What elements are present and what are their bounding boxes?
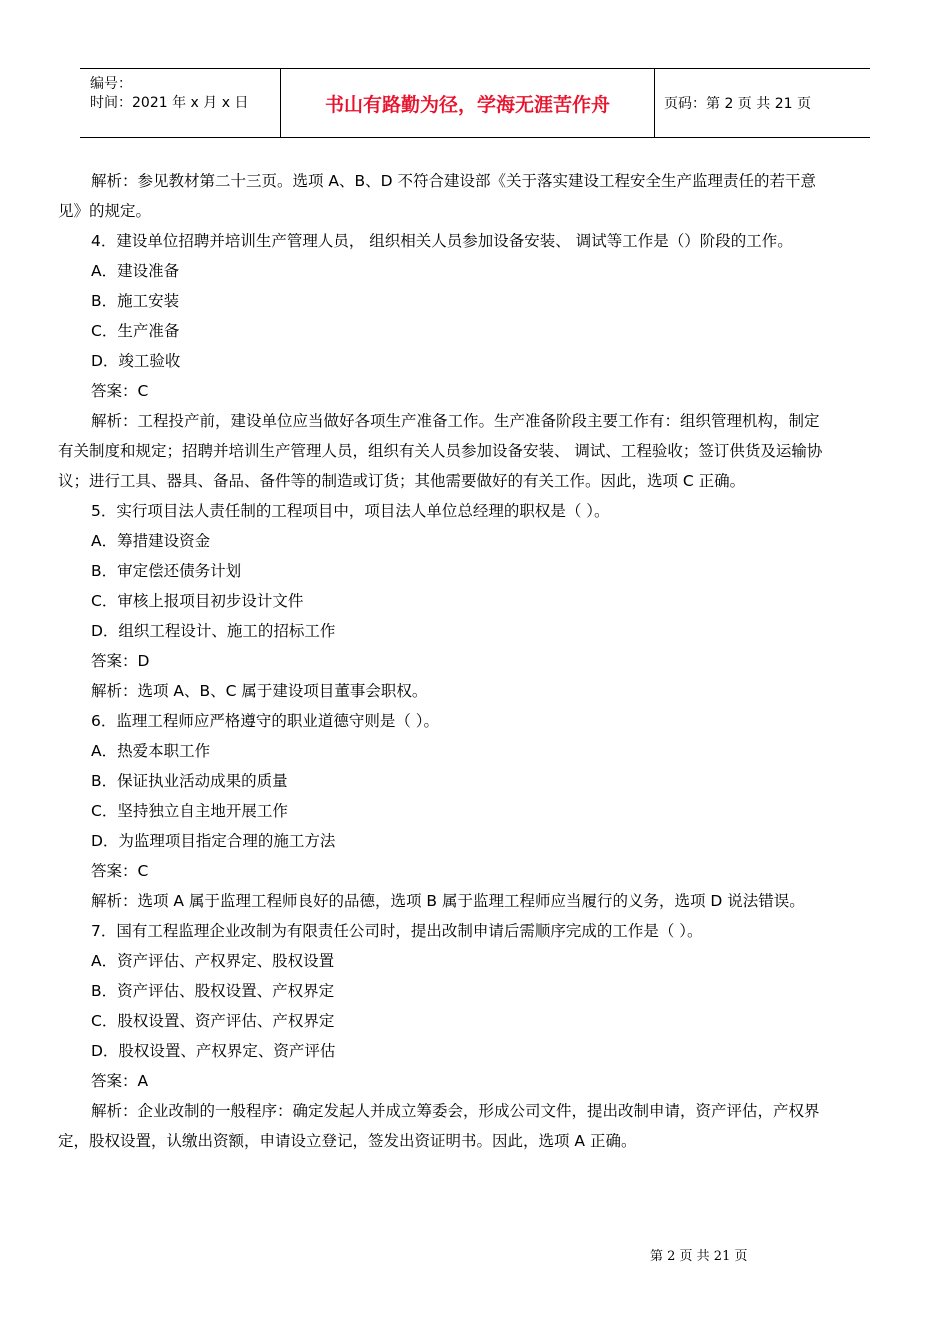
q6-option-a: A．热爱本职工作: [91, 742, 211, 760]
q5-option-a: A．筹措建设资金: [91, 532, 211, 550]
question-5: 5．实行项目法人责任制的工程项目中，项目法人单位总经理的职权是（ ）。: [91, 502, 610, 520]
q6-option-c: C．坚持独立自主地开展工作: [91, 802, 288, 820]
q4-option-c: C．生产准备: [91, 322, 180, 340]
q4-answer: 答案：C: [91, 382, 149, 400]
q4-option-b: B．施工安装: [91, 292, 180, 310]
q7-option-c: C．股权设置、资产评估、产权界定: [91, 1012, 335, 1030]
q7-option-a: A．资产评估、产权界定、股权设置: [91, 952, 335, 970]
q5-analysis: 解析：选项 A、B、C 属于建设项目董事会职权。: [91, 682, 428, 700]
page-info: 页码：第 2 页 共 21 页: [664, 96, 811, 112]
q5-option-d: D．组织工程设计、施工的招标工作: [91, 622, 336, 640]
footer-page-label: 第 2 页 共 21 页: [650, 1249, 748, 1264]
header-left-cell: [80, 69, 281, 137]
q6-analysis: 解析：选项 A 属于监理工程师良好的品德，选项 B 属于监理工程师应当履行的义务，选项 D 说法错误。: [91, 892, 805, 910]
q6-option-b: B．保证执业活动成果的质量: [91, 772, 288, 790]
document-body: [58, 166, 894, 1156]
q4-analysis-line-2: 有关制度和规定；招聘并培训生产管理人员，组织有关人员参加设备安装、 调试、工程验收；签订供货及运输协: [58, 442, 823, 460]
analysis-3-line-2: 见》的规定。: [58, 202, 152, 220]
q7-analysis-line-2: 定，股权设置，认缴出资额，申请设立登记，签发出资证明书。因此，选项 A 正确。: [58, 1132, 637, 1150]
q4-analysis-line-3: 议；进行工具、器具、备品、备件等的制造或订货；其他需要做好的有关工作。因此，选项 C 正确。: [58, 472, 746, 490]
q7-option-b: B．资产评估、股权设置、产权界定: [91, 982, 335, 1000]
page-header: [80, 68, 870, 138]
question-7: 7．国有工程监理企业改制为有限责任公司时，提出改制申请后需顺序完成的工作是（ ）。: [91, 922, 703, 940]
number-label: 编号：: [90, 76, 132, 92]
q4-analysis-line-1: 解析：工程投产前，建设单位应当做好各项生产准备工作。生产准备阶段主要工作有：组织管理机构，制定: [91, 412, 820, 430]
q7-analysis-line-1: 解析：企业改制的一般程序：确定发起人并成立筹委会，形成公司文件，提出改制申请，资产评估，产权界: [91, 1102, 820, 1120]
q6-option-d: D．为监理项目指定合理的施工方法: [91, 832, 336, 850]
date-label: 时间：2021 年 x 月 x 日: [90, 95, 249, 111]
q7-option-d: D．股权设置、产权界定、资产评估: [91, 1042, 336, 1060]
q4-option-d: D．竣工验收: [91, 352, 181, 370]
question-4: 4．建设单位招聘并培训生产管理人员， 组织相关人员参加设备安装、 调试等工作是（）阶段的工作。: [91, 232, 793, 250]
question-6: 6．监理工程师应严格遵守的职业道德守则是（ ）。: [91, 712, 440, 730]
analysis-3-line-1: 解析：参见教材第二十三页。选项 A、B、D 不符合建设部《关于落实建设工程安全生产监理责任的若干意: [91, 172, 817, 190]
q4-option-a: A．建设准备: [91, 262, 180, 280]
q7-answer: 答案：A: [91, 1072, 149, 1090]
q6-answer: 答案：C: [91, 862, 149, 880]
motto: 书山有路勤为径，学海无涯苦作舟: [281, 69, 655, 137]
q5-option-c: C．审核上报项目初步设计文件: [91, 592, 304, 610]
q5-option-b: B．审定偿还债务计划: [91, 562, 242, 580]
q5-answer: 答案：D: [91, 652, 150, 670]
